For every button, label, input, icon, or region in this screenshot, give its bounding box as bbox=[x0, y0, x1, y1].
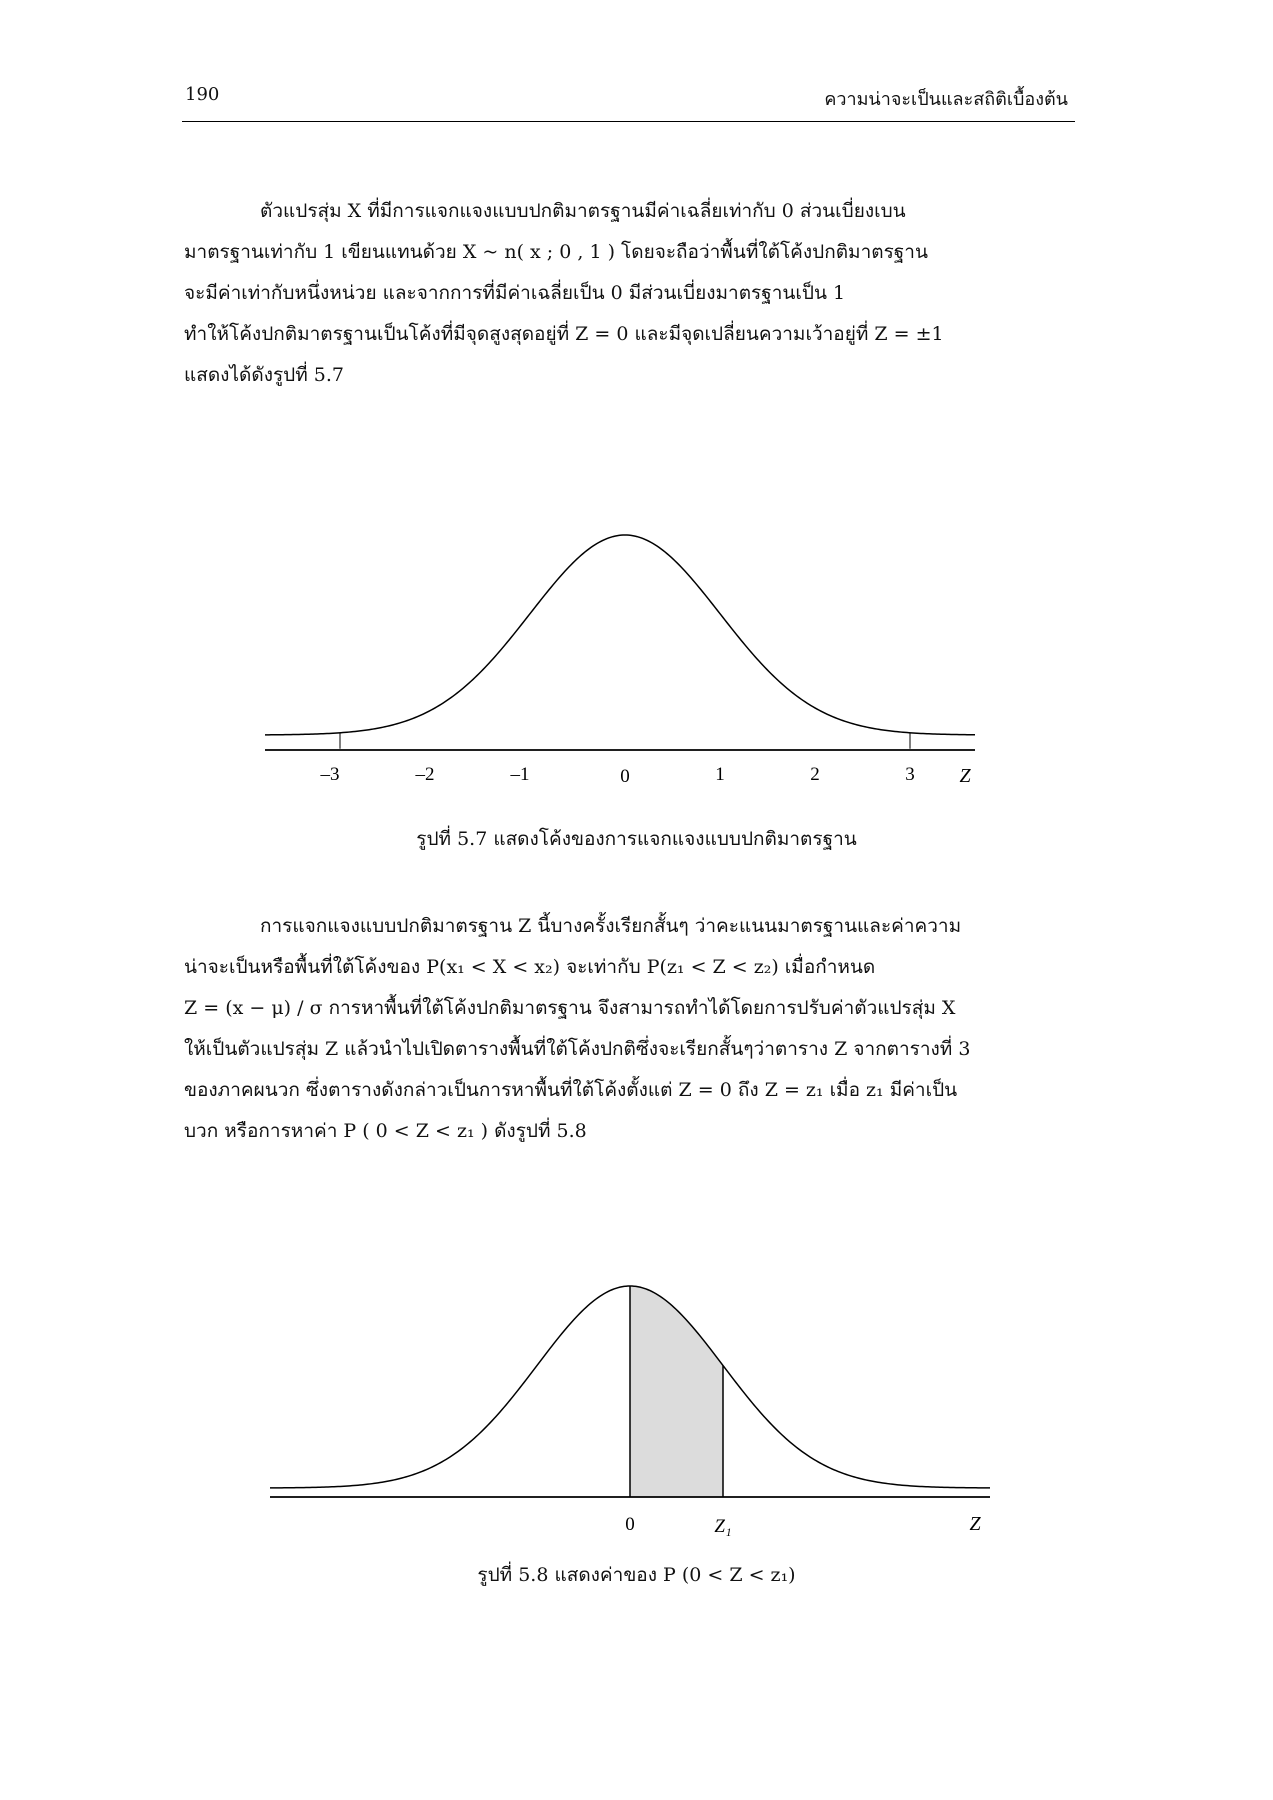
tick-label-neg1: –1 bbox=[510, 764, 530, 785]
tick-label-1: 1 bbox=[715, 764, 725, 785]
running-title: ความน่าจะเป็นและสถิติเบื้องต้น bbox=[824, 89, 1068, 110]
paragraph-2 bbox=[184, 906, 1074, 1152]
figure-5-8-caption: รูปที่ 5.8 แสดงค่าของ P (0 < Z < z₁) bbox=[477, 1564, 796, 1586]
page-number: 190 bbox=[185, 84, 220, 105]
axis-label-z: Z bbox=[969, 1513, 981, 1535]
paragraph-line: บวก หรือการหาค่า P ( 0 < Z < z₁ ) ดังรูปที่ 5.8 bbox=[184, 1120, 587, 1142]
paragraph-line: แสดงได้ดังรูปที่ 5.7 bbox=[184, 364, 345, 386]
paragraph-line: ให้เป็นตัวแปรสุ่ม Z แล้วนำไปเปิดตารางพื้นที่ใต้โค้งปกติซึ่งจะเรียกสั้นๆว่าตาราง Z จากตารางที่ 3 bbox=[184, 1038, 971, 1060]
paragraph-line: ของภาคผนวก ซึ่งตารางดังกล่าวเป็นการหาพื้นที่ใต้โค้งตั้งแต่ Z = 0 ถึง Z = z₁ เมื่อ z₁ มีค่าเป็น bbox=[184, 1079, 958, 1101]
tick-label-0: 0 bbox=[625, 1514, 635, 1535]
paragraph-line: การแจกแจงแบบปกติมาตรฐาน Z นี้บางครั้งเรียกสั้นๆ ว่าคะแนนมาตรฐานและค่าความ bbox=[260, 915, 962, 937]
tick-label-0: 0 bbox=[620, 766, 630, 787]
paragraph-line: ตัวแปรสุ่ม X ที่มีการแจกแจงแบบปกติมาตรฐานมีค่าเฉลี่ยเท่ากับ 0 ส่วนเบี่ยงเบน bbox=[260, 200, 906, 222]
tick-label-neg3: –3 bbox=[320, 764, 340, 785]
figure-5-7-normal-curve bbox=[255, 470, 1015, 800]
tick-label-z1: Z₁ bbox=[714, 1516, 732, 1537]
normal-curve bbox=[265, 535, 975, 735]
paragraph-line: ทำให้โค้งปกติมาตรฐานเป็นโค้งที่มีจุดสูงสุดอยู่ที่ Z = 0 และมีจุดเปลี่ยนความเว้าอยู่ที่ Z = ±1 bbox=[184, 323, 944, 345]
axis-label-z: Z bbox=[959, 765, 971, 787]
paragraph-1 bbox=[184, 191, 1074, 396]
tick-label-2: 2 bbox=[810, 764, 820, 785]
tick-label-3: 3 bbox=[905, 764, 915, 785]
header-rule bbox=[182, 121, 1075, 122]
figure-5-8-shaded-area bbox=[260, 1230, 1020, 1560]
figure-5-7-caption: รูปที่ 5.7 แสดงโค้งของการแจกแจงแบบปกติมาตรฐาน bbox=[416, 828, 857, 850]
shaded-area bbox=[630, 1286, 723, 1497]
paragraph-line: Z = (x − μ) / σ การหาพื้นที่ใต้โค้งปกติมาตรฐาน จึงสามารถทำได้โดยการปรับค่าตัวแปรสุ่ม X bbox=[184, 997, 956, 1019]
tick-label-neg2: –2 bbox=[415, 764, 435, 785]
paragraph-line: น่าจะเป็นหรือพื้นที่ใต้โค้งของ P(x₁ < X < x₂) จะเท่ากับ P(z₁ < Z < z₂) เมื่อกำหนด bbox=[184, 956, 876, 978]
paragraph-line: จะมีค่าเท่ากับหนึ่งหน่วย และจากการที่มีค่าเฉลี่ยเป็น 0 มีส่วนเบี่ยงมาตรฐานเป็น 1 bbox=[184, 282, 846, 304]
paragraph-line: มาตรฐานเท่ากับ 1 เขียนแทนด้วย X ~ n( x ; 0 , 1 ) โดยจะถือว่าพื้นที่ใต้โค้งปกติมาตรฐาน bbox=[184, 241, 928, 263]
